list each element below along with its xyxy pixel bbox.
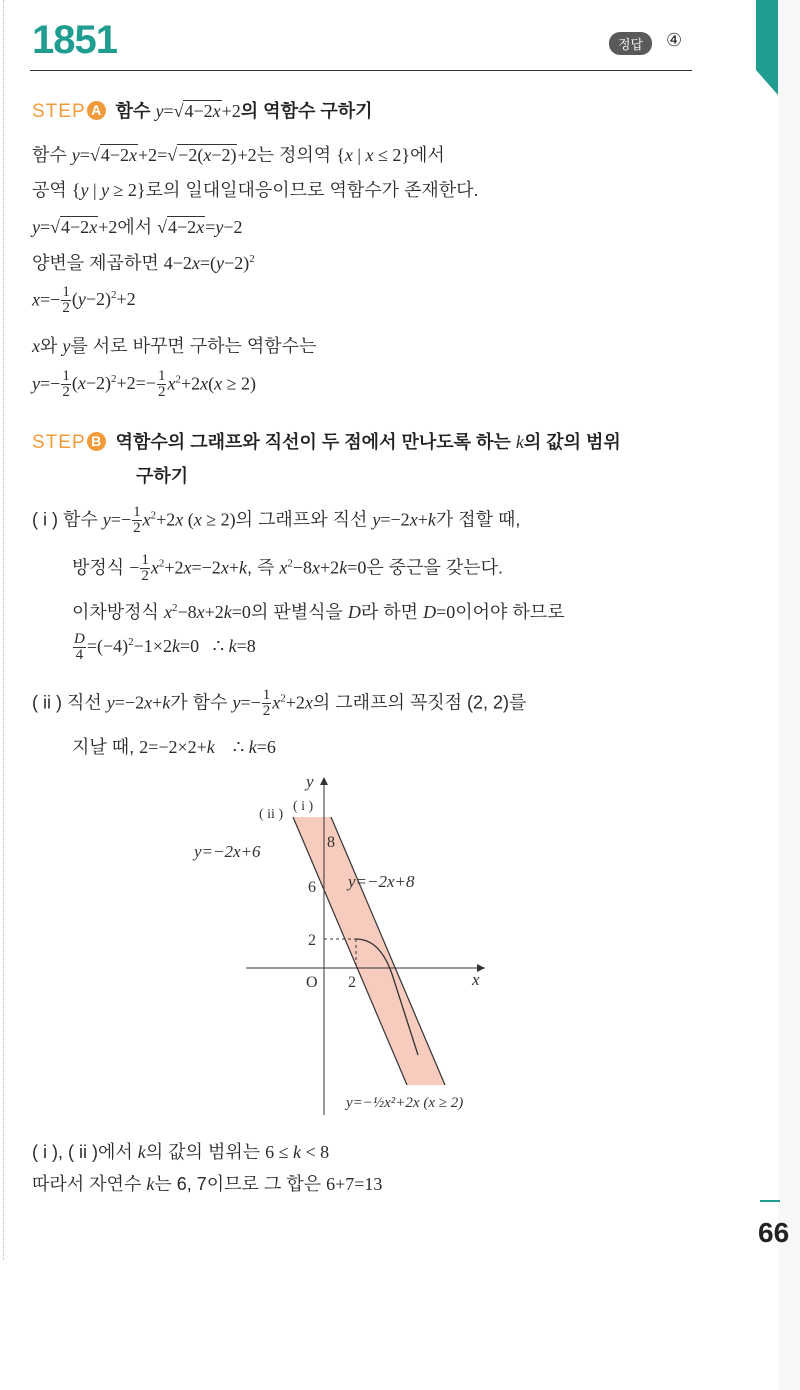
step-a-line-1: 함수 y=√4−2x+2=√−2(x−2)+2는 정의역 {x | x ≤ 2}에서 [32,145,445,165]
step-a-line-5: x=− $\frac{1}{2}$ $(y-2)^2+2$ [32,284,136,316]
line-ii-equation: y=−2x+6 [194,842,261,861]
page-side-strip [778,0,800,1390]
step-b-line-5: ( ii ) 직선 y=−2x+k가 함수 y=− $\frac{1}{2}$ $x^2+2x$의 그래프의 꼭짓점 (2, 2)를 [32,687,527,719]
origin-label: O [306,974,318,991]
page-edge [3,0,4,1260]
line-i-tag: ( i ) [293,799,314,814]
line-i-equation: y=−2x+8 [348,872,415,891]
answer-value: ④ [666,30,683,50]
tick-label-2x: 2 [348,974,356,991]
y-axis-arrow [320,777,328,785]
section-tab [756,0,778,95]
curve-equation: y=−½x²+2x (x ≥ 2) [346,1095,464,1111]
line-ii-tag: ( ii ) [259,807,284,822]
step-a-line-6: x와 y를 서로 바꾸면 구하는 역함수는 [32,336,317,356]
step-a-letter: A [87,101,106,120]
problem-number: 1851 [32,18,117,62]
step-b-heading: STEP B 역함수의 그래프와 직선이 두 점에서 만나도록 하는 k의 값의 범위 [32,432,621,453]
step-b-line-1: ( i ) 함수 y=− $\frac{1}{2}$ $x^2+2x$ (x ≥ 2)의 그래프와 직선 y=−2x+k가 접할 때, [32,504,521,536]
conclusion-line-1: ( i ), ( ii )에서 k의 값의 범위는 6 ≤ k < 8 [32,1142,330,1162]
step-b-line-3: 이차방정식 $x^2-8x+2k=0$의 판별식을 D라 하면 D=0이어야 하므로 [72,602,565,622]
page-number-rule [760,1200,780,1202]
step-a-heading: STEP A 함수 y=√4−2x+2의 역함수 구하기 [32,101,373,122]
step-a-line-2: 공역 {y | y ≥ 2}로의 일대일대응이므로 역함수가 존재한다. [32,180,479,200]
tick-label-2y: 2 [308,932,316,949]
answer-badge: 정답 [609,32,652,55]
step-a-line-7: y=− $\frac{1}{2}$ $(x-2)^2+2=-$ $\frac{1}{2}$ $x^2+2x(x \ge 2)$ [32,368,256,400]
line-ii [293,817,407,1085]
step-b-line-4: $\frac{D}{4}$ $=(-4)^2-1\times 2k=0$ ∴ k=8 [74,631,256,663]
step-b-line-6: 지날 때, 2=−2×2+k ∴ k=6 [72,737,276,757]
tick-label-6: 6 [308,879,316,896]
step-a-line-3: y=√4−2x+2에서 √4−2x=y−2 [32,217,243,237]
axis-x-label: x [472,970,480,989]
step-a-label: STEP [32,101,86,122]
line-i [331,817,445,1085]
step-b-label: STEP [32,432,86,453]
step-a-line-4: 양변을 제곱하면 $4-2x=(y-2)^2$ [32,253,255,273]
step-b-heading-line-2: 구하기 [136,466,189,486]
step-b-letter: B [87,432,106,451]
region-band [293,817,445,1085]
tick-label-8: 8 [327,834,335,851]
page-number: 66 [758,1217,790,1248]
axis-y-label: y [306,772,314,791]
conclusion-line-2: 따라서 자연수 k는 6, 7이므로 그 합은 6+7=13 [32,1174,383,1194]
header-rule [30,70,692,71]
step-b-line-2: 방정식 − $\frac{1}{2}$ $x^2+2x=-2x+k$, 즉 $x^2-8x+2k=0$은 중근을 갖는다. [72,552,504,584]
function-graph [180,765,540,1125]
